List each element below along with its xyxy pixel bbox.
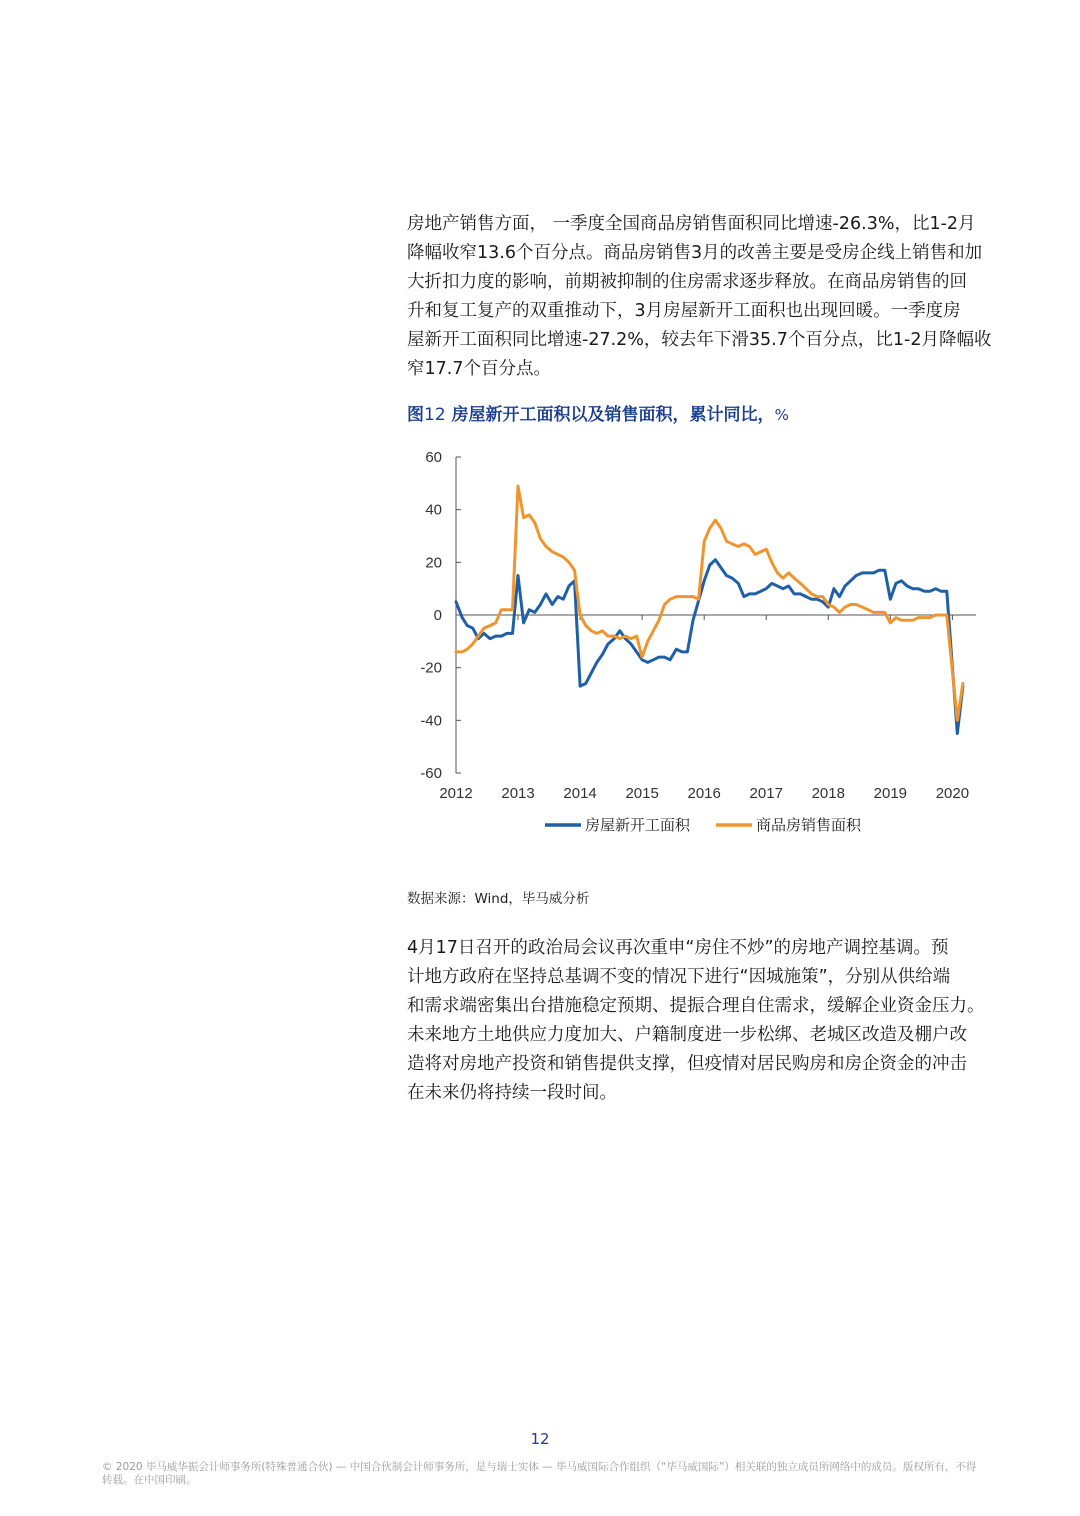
y-tick-label: -60 xyxy=(420,765,442,782)
x-tick-label: 2018 xyxy=(811,785,845,802)
paragraph-line: 计地方政府在坚持总基调不变的情况下进行“因城施策”，分别从供给端 xyxy=(407,967,951,987)
figure-title-text: 房屋新开工面积以及销售面积，累计同比， xyxy=(445,405,775,425)
paragraph-line: 大折扣力度的影响，前期被抑制的住房需求逐步释放。在商品房销售的回 xyxy=(407,272,967,292)
paragraph-line: 在未来仍将持续一段时间。 xyxy=(407,1083,617,1103)
legend-label-1: 房屋新开工面积 xyxy=(585,816,691,834)
paragraph-line: 屋新开工面积同比增速-27.2%，较去年下滑35.7个百分点，比1-2月降幅收 xyxy=(407,330,992,350)
paragraph-line: 降幅收窄13.6个百分点。商品房销售3月的改善主要是受房企线上销售和加 xyxy=(407,243,983,263)
x-tick-label: 2016 xyxy=(687,785,721,802)
x-tick-label: 2014 xyxy=(563,785,597,802)
paragraph-line: 房地产销售方面， 一季度全国商品房销售面积同比增速-26.3%，比1-2月 xyxy=(407,214,976,234)
x-tick-label: 2012 xyxy=(439,785,473,802)
series-line-2 xyxy=(456,486,963,720)
paragraph-line: 造将对房地产投资和销售提供支撑，但疫情对居民购房和房企资金的冲击 xyxy=(407,1054,967,1074)
y-tick-label: 20 xyxy=(425,554,442,572)
figure-prefix: 图 xyxy=(407,405,424,425)
copyright-footer: © 2020 毕马威华振会计师事务所(特殊普通合伙) — 中国合伙制会计师事务所，是与瑞士实体 — 毕马威国际合作组织（“毕马威国际”）相关联的独立成员所网络中的成员。版权所有，不得转载。在中国印刷。 xyxy=(102,1461,977,1486)
paragraph-real-estate-sales xyxy=(407,210,997,384)
paragraph-line: 升和复工复产的双重推动下，3月房屋新开工面积也出现回暖。一季度房 xyxy=(407,301,961,321)
y-tick-label: 40 xyxy=(425,501,442,519)
y-tick-label: -40 xyxy=(420,712,442,730)
figure-unit: % xyxy=(774,406,789,424)
paragraph-line: 窄17.7个百分点。 xyxy=(407,359,551,379)
x-tick-label: 2019 xyxy=(873,785,908,802)
series-line-1 xyxy=(456,560,963,734)
paragraph-line: 和需求端密集出台措施稳定预期、提振合理自住需求，缓解企业资金压力。 xyxy=(407,996,985,1016)
x-tick-label: 2017 xyxy=(749,785,783,802)
line-chart xyxy=(400,440,1000,850)
y-tick-label: 60 xyxy=(425,449,442,466)
data-source-note: 数据来源：Wind，毕马威分析 xyxy=(407,891,590,907)
y-tick-label: -20 xyxy=(420,659,442,677)
legend-label-2: 商品房销售面积 xyxy=(756,816,862,834)
page-number: 12 xyxy=(530,1430,550,1448)
x-tick-label: 2015 xyxy=(625,785,659,802)
figure-title xyxy=(407,400,789,425)
paragraph-line: 4月17日召开的政治局会议再次重申“房住不炒”的房地产调控基调。预 xyxy=(407,938,949,958)
x-tick-label: 2013 xyxy=(501,785,535,802)
paragraph-politburo-policy xyxy=(407,934,997,1108)
figure-number: 12 xyxy=(424,405,446,425)
paragraph-line: 未来地方土地供应力度加大、户籍制度进一步松绑、老城区改造及棚户改 xyxy=(407,1025,967,1045)
x-tick-label: 2020 xyxy=(935,785,970,802)
y-tick-label: 0 xyxy=(433,607,442,624)
